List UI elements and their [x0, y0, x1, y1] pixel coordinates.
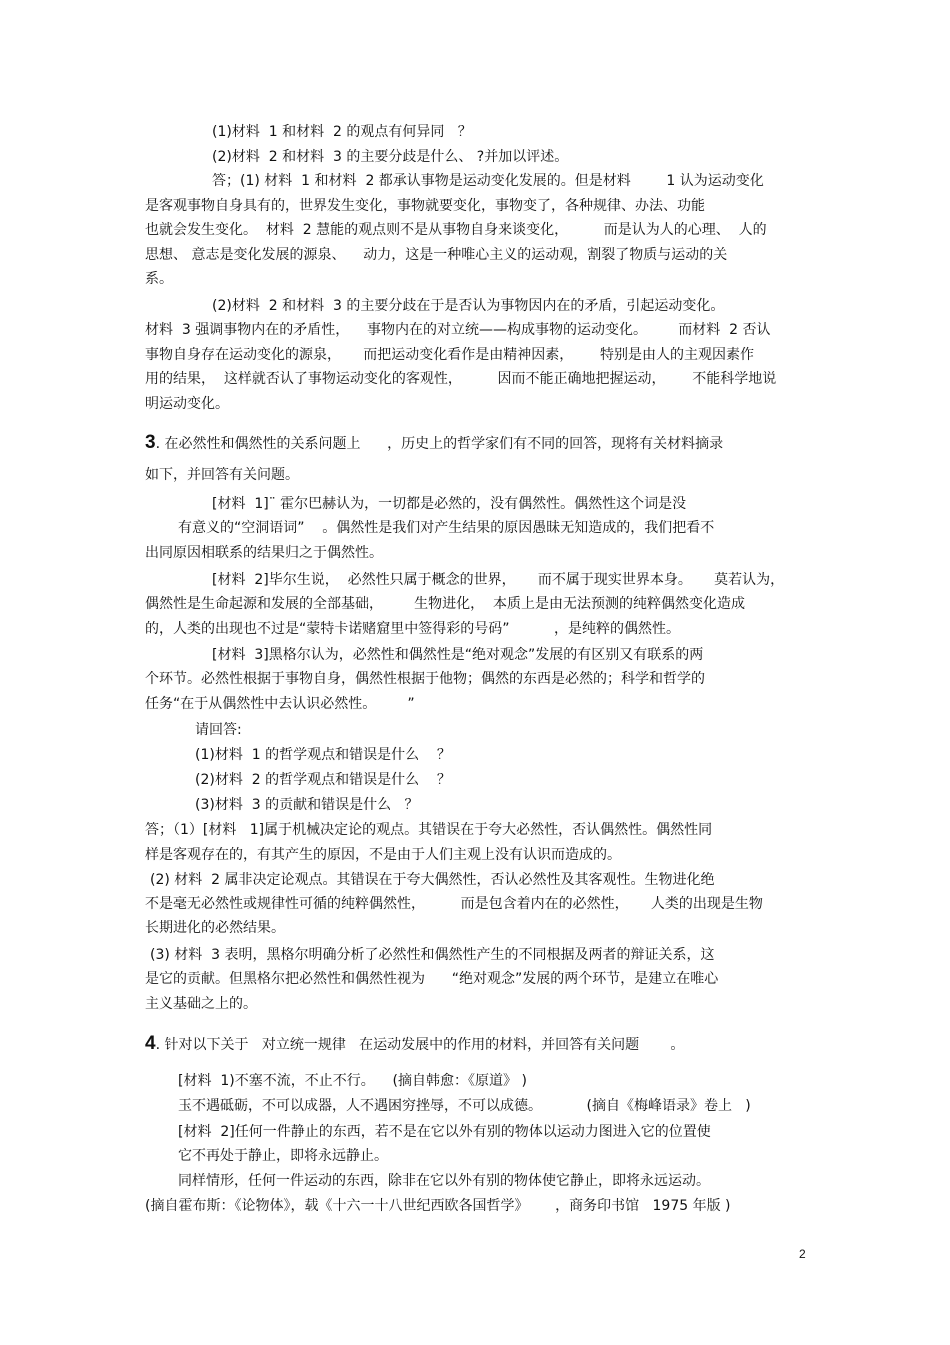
text-line: 它不再处于静止，即将永远静止。	[178, 1148, 388, 1164]
text-line: (2)材料 2 和材料 3 的主要分歧是什么、 ?并加以评述。	[212, 149, 569, 165]
text-line: (1)材料 1 的哲学观点和错误是什么 ？	[195, 747, 451, 763]
text-line: 请回答:	[195, 722, 242, 738]
question-text: 在必然性和偶然性的关系问题上 ，历史上的哲学家们有不同的回答，现将有关材料摘录	[164, 436, 724, 452]
text-line: 答；(1) 材料 1 和材料 2 都承认事物是运动变化发展的。但是材料 1 认为运动变化	[212, 173, 764, 189]
text-line: 系。	[145, 271, 173, 287]
text-line: 也就会发生变化。 材料 2 慧能的观点则不是从事物自身来谈变化， 而是认为人的心理、 人的	[145, 222, 767, 238]
text-line: 材料 3 强调事物内在的矛盾性， 事物内在的对立统——构成事物的运动变化。 而材料 2 否认	[145, 322, 771, 338]
text-line: 样是客观存在的，有其产生的原因，不是由于人们主观上没有认识而造成的。	[145, 847, 621, 863]
page-number: 2	[799, 1247, 806, 1261]
text-line: 偶然性是生命起源和发展的全部基础， 生物进化， 本质上是由无法预测的纯粹偶然变化造成	[145, 596, 746, 612]
text-line: 思想、 意志是变化发展的源泉、 动力，这是一种唯心主义的运动观，割裂了物质与运动的关	[145, 247, 728, 263]
question-number-dot: .	[155, 436, 161, 452]
text-line: (摘自霍布斯：《论物体》，载《十六一十八世纪西欧各国哲学》 ，商务印书馆 1975 年版 )	[145, 1198, 731, 1214]
text-line: [材料 3]黑格尔认为，必然性和偶然性是“绝对观念”发展的有区别又有联系的两	[212, 647, 704, 663]
text-line: 主义基础之上的。	[145, 996, 257, 1012]
text-line: 玉不遇砥砺，不可以成器，人不遇困穷挫辱，不可以成德。 (摘自《梅峰语录》卷上 )	[178, 1098, 751, 1114]
text-line: [材料 1]¨ 霍尔巴赫认为，一切都是必然的，没有偶然性。偶然性这个词是没	[212, 496, 687, 512]
text-line: 如下，并回答有关问题。	[145, 467, 299, 483]
text-line: 出同原因相联系的结果归之于偶然性。	[145, 545, 383, 561]
question-number: 4	[145, 1033, 156, 1054]
text-line: (3) 材料 3 表明，黑格尔明确分析了必然性和偶然性产生的不同根据及两者的辩证关系，这	[150, 947, 715, 963]
question-heading	[145, 1034, 684, 1055]
text-line: 长期进化的必然结果。	[145, 920, 285, 936]
text-line: 事物自身存在运动变化的源泉， 而把运动变化看作是由精神因素， 特别是由人的主观因素作	[145, 347, 754, 363]
text-line: [材料 1)不塞不流，不止不行。 (摘自韩愈：《原道》 )	[178, 1073, 527, 1089]
text-line: (1)材料 1 和材料 2 的观点有何异同 ？	[212, 124, 472, 140]
text-line: 有意义的“空洞语词” 。偶然性是我们对产生结果的原因愚昧无知造成的，我们把看不	[178, 520, 715, 536]
text-line: 明运动变化。	[145, 396, 229, 412]
text-line: (2)材料 2 的哲学观点和错误是什么 ？	[195, 772, 451, 788]
text-line: [材料 2]任何一件静止的东西，若不是在它以外有别的物体以运动力图进入它的位置使	[178, 1124, 711, 1140]
question-number: 3	[145, 432, 156, 453]
text-line: (3)材料 3 的贡献和错误是什么 ？	[195, 797, 419, 813]
text-line: (2)材料 2 和材料 3 的主要分歧在于是否认为事物因内在的矛盾，引起运动变化。	[212, 298, 725, 314]
question-text: 针对以下关于 对立统一规律 在运动发展中的作用的材料，并回答有关问题 。	[164, 1037, 685, 1053]
text-line: 是它的贡献。但黑格尔把必然性和偶然性视为 “绝对观念”发展的两个环节，是建立在唯心	[145, 971, 719, 987]
text-line: (2) 材料 2 属非决定论观点。其错误在于夸大偶然性，否认必然性及其客观性。生物进化绝	[150, 872, 715, 888]
question-number-dot: .	[155, 1037, 161, 1053]
text-line: 是客观事物自身具有的，世界发生变化，事物就要变化，事物变了，各种规律、办法、功能	[145, 198, 705, 214]
text-line: [材料 2]毕尔生说， 必然性只属于概念的世界， 而不属于现实世界本身。 莫若认为，	[212, 572, 785, 588]
text-line: 的，人类的出现也不过是“蒙特卡诺赌窟里中签得彩的号码” ，是纯粹的偶然性。	[145, 621, 681, 637]
text-line: 同样情形，任何一件运动的东西，除非在它以外有别的物体使它静止，即将永远运动。	[178, 1173, 710, 1189]
text-line: 不是毫无必然性或规律性可循的纯粹偶然性， 而是包含着内在的必然性， 人类的出现是生物	[145, 896, 763, 912]
question-heading	[145, 433, 723, 454]
text-line: 用的结果， 这样就否认了事物运动变化的客观性， 因而不能正确地把握运动， 不能科学地说	[145, 371, 777, 387]
text-line: 任务“在于从偶然性中去认识必然性。 ”	[145, 696, 415, 712]
text-line: 答；（1）[材料 1]属于机械决定论的观点。其错误在于夸大必然性，否认偶然性。偶然性同	[145, 822, 713, 838]
text-line: 个环节。必然性根据于事物自身，偶然性根据于他物；偶然的东西是必然的；科学和哲学的	[145, 671, 705, 687]
